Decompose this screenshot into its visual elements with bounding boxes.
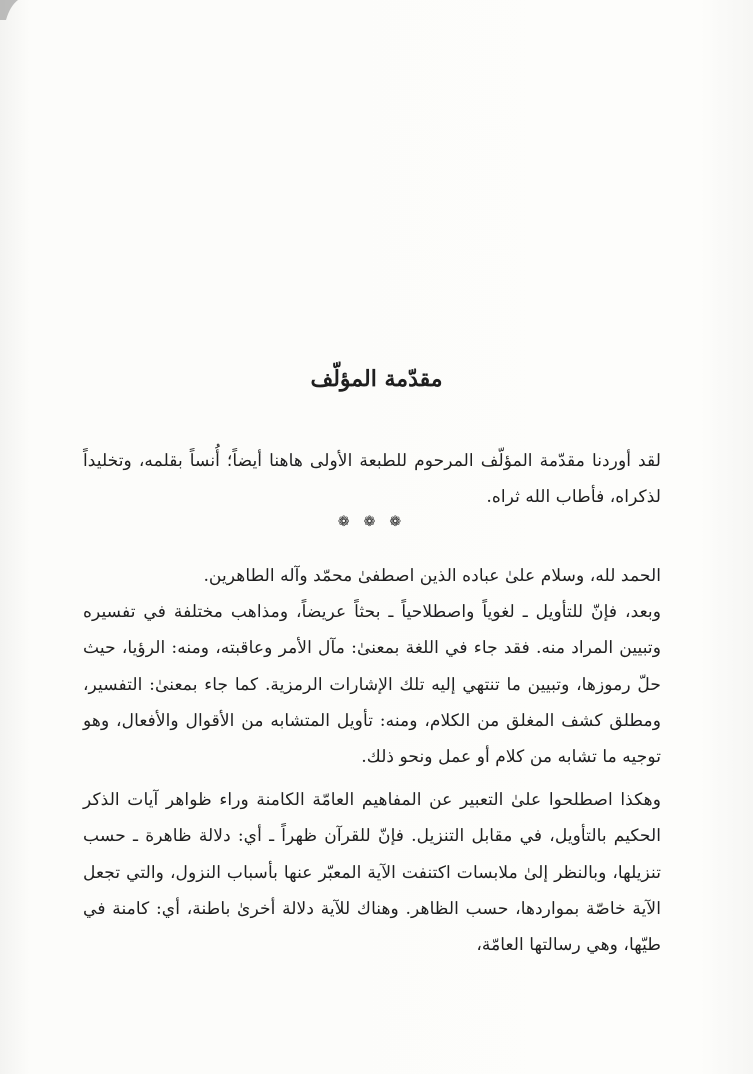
page-title: مقدّمة المؤلّف	[310, 366, 443, 392]
paragraph-ta-wil-term: وهكذا اصطلحوا علىٰ التعبير عن المفاهيم العامّة الكامنة وراء ظواهر آيات الذكر الحكيم بالتأويل، في مقابل التنزيل. فإنّ للقرآن ظهراً ـ أي: دلالة ظاهرة ـ حسب تنزيلها، وبالنظر إلىٰ ملابسات اكتنفت الآية المعبّر عنها بأسباب النزول، والتي تجعل الآية خاصّة بمواردها، حسب الظاهر. وهناك للآية دلالة أخرىٰ باطنة، أي: كامنة في طيّها، وهي رسالتها العامّة،	[83, 790, 661, 956]
body-text	[83, 558, 661, 963]
paragraph-ta-wil-definition: وبعد، فإنّ للتأويل ـ لغوياً واصطلاحياً ـ بحثاً عريضاً، ومذاهب مختلفة في تفسيره وتبيين المراد منه. فقد جاء في اللغة بمعنىٰ: مآل الأمر وعاقبته، ومنه: الرؤيا، حيث حلّ رموزها، وتبيين ما تنتهي إليه تلك الإشارات الرمزية. كما جاء بمعنىٰ: التفسير، ومطلق كشف المغلق من الكلام، ومنه: تأويل المتشابه من الأقوال والأفعال، وهو توجيه ما تشابه من كلام أو عمل ونحو ذلك.	[83, 602, 661, 768]
scan-corner-mark	[0, 0, 20, 22]
paragraph-praise: الحمد لله، وسلام علىٰ عباده الذين اصطفىٰ محمّد وآله الطاهرين.	[203, 566, 661, 586]
intro-paragraph: لقد أوردنا مقدّمة المؤلّف المرحوم للطبعة الأولى هاهنا أيضاً؛ أُنساً بقلمه، وتخليداً لذكراه، فأطاب الله ثراه.	[83, 451, 661, 508]
section-separator: ❁❁❁	[337, 514, 416, 530]
